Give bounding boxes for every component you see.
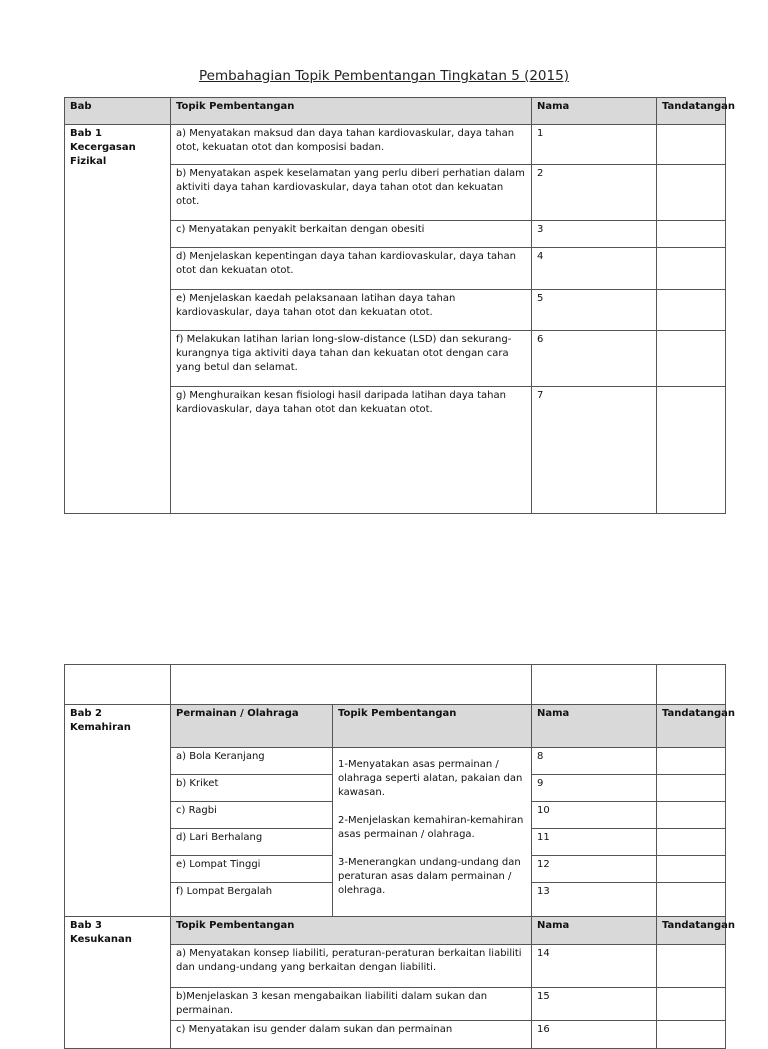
nama-cell[interactable]: 9: [532, 775, 657, 802]
topic-cell: d) Menjelaskan kepentingan daya tahan kardiovaskular, daya tahan otot dan kekuatan otot.: [171, 248, 532, 290]
topic-paragraph: 3-Menerangkan undang-undang dan peraturan asas dalam permainan / olehraga.: [338, 857, 521, 896]
signature-cell[interactable]: [657, 775, 726, 802]
signature-cell[interactable]: [657, 290, 726, 331]
topic-cell: f) Melakukan latihan larian long-slow-distance (LSD) dan sekurang-kurangnya tiga aktiviti daya tahan dan kekuatan otot dengan cara yang betul dan selamat.: [171, 331, 532, 387]
signature-cell[interactable]: [657, 945, 726, 988]
signature-cell[interactable]: [657, 829, 726, 856]
signature-cell[interactable]: [657, 988, 726, 1021]
header-nama: Nama: [532, 98, 657, 125]
topic-paragraph: 1-Menyatakan asas permainan / olahraga seperti alatan, pakaian dan kawasan.: [338, 759, 523, 798]
signature-cell[interactable]: [657, 221, 726, 248]
topic-cell: c) Menyatakan isu gender dalam sukan dan permainan: [171, 1021, 532, 1049]
signature-cell[interactable]: [657, 165, 726, 221]
page-title: Pembahagian Topik Pembentangan Tingkatan 5 (2015): [199, 68, 569, 84]
signature-cell[interactable]: [657, 883, 726, 917]
nama-cell[interactable]: 4: [532, 248, 657, 290]
signature-cell[interactable]: [657, 125, 726, 165]
bab1-label: Bab 1 Kecergasan Fizikal: [65, 125, 171, 514]
signature-cell[interactable]: [657, 856, 726, 883]
game-cell: e) Lompat Tinggi: [171, 856, 333, 883]
signature-cell[interactable]: [657, 1021, 726, 1049]
header-topik: Topik Pembentangan: [171, 98, 532, 125]
empty-cell: [171, 665, 532, 705]
nama-cell[interactable]: 6: [532, 331, 657, 387]
header-tandatangan: Tandatangan: [657, 705, 726, 748]
topic-cell: a) Menyatakan konsep liabiliti, peraturan-peraturan berkaitan liabiliti dan undang-undang yang berkaitan dengan liabiliti.: [171, 945, 532, 988]
nama-cell[interactable]: 8: [532, 748, 657, 775]
nama-cell[interactable]: 13: [532, 883, 657, 917]
nama-cell[interactable]: 5: [532, 290, 657, 331]
table-bab1: [64, 97, 735, 514]
empty-cell: [532, 665, 657, 705]
bab3-label: Bab 3 Kesukanan: [65, 917, 171, 1049]
header-tandatangan: Tandatangan: [657, 917, 726, 945]
topic-cell: a) Menyatakan maksud dan daya tahan kardiovaskular, daya tahan otot, kekuatan otot dan komposisi badan.: [171, 125, 532, 165]
topic-cell: e) Menjelaskan kaedah pelaksanaan latihan daya tahan kardiovaskular, daya tahan otot dan kekuatan otot.: [171, 290, 532, 331]
game-cell: c) Ragbi: [171, 802, 333, 829]
nama-cell[interactable]: 3: [532, 221, 657, 248]
game-cell: f) Lompat Bergalah: [171, 883, 333, 917]
nama-cell[interactable]: 7: [532, 387, 657, 514]
header-topik: Topik Pembentangan: [171, 917, 532, 945]
nama-cell[interactable]: 14: [532, 945, 657, 988]
signature-cell[interactable]: [657, 387, 726, 514]
table-bab2-bab3: [64, 664, 735, 1049]
signature-cell[interactable]: [657, 748, 726, 775]
header-tandatangan: Tandatangan: [657, 98, 726, 125]
signature-cell[interactable]: [657, 331, 726, 387]
topic-cell: b)Menjelaskan 3 kesan mengabaikan liabiliti dalam sukan dan permainan.: [171, 988, 532, 1021]
nama-cell[interactable]: 11: [532, 829, 657, 856]
nama-cell[interactable]: 12: [532, 856, 657, 883]
game-cell: d) Lari Berhalang: [171, 829, 333, 856]
nama-cell[interactable]: 2: [532, 165, 657, 221]
signature-cell[interactable]: [657, 802, 726, 829]
nama-cell[interactable]: 10: [532, 802, 657, 829]
bab2-label: Bab 2 Kemahiran: [65, 705, 171, 917]
signature-cell[interactable]: [657, 248, 726, 290]
bab2-topics: [333, 748, 532, 917]
nama-cell[interactable]: 16: [532, 1021, 657, 1049]
header-nama: Nama: [532, 705, 657, 748]
topic-cell: c) Menyatakan penyakit berkaitan dengan obesiti: [171, 221, 532, 248]
header-permainan: Permainan / Olahraga: [171, 705, 333, 748]
empty-cell: [657, 665, 726, 705]
game-cell: a) Bola Keranjang: [171, 748, 333, 775]
nama-cell[interactable]: 1: [532, 125, 657, 165]
header-nama: Nama: [532, 917, 657, 945]
nama-cell[interactable]: 15: [532, 988, 657, 1021]
header-topik: Topik Pembentangan: [333, 705, 532, 748]
topic-cell: b) Menyatakan aspek keselamatan yang perlu diberi perhatian dalam aktiviti daya tahan kardiovaskular, daya tahan otot dan kekuatan otot.: [171, 165, 532, 221]
game-cell: b) Kriket: [171, 775, 333, 802]
header-bab: Bab: [65, 98, 171, 125]
empty-cell: [65, 665, 171, 705]
topic-paragraph: 2-Menjelaskan kemahiran-kemahiran asas permainan / olahraga.: [338, 815, 524, 840]
topic-cell: g) Menghuraikan kesan fisiologi hasil daripada latihan daya tahan kardiovaskular, daya tahan otot dan kekuatan otot.: [171, 387, 532, 514]
